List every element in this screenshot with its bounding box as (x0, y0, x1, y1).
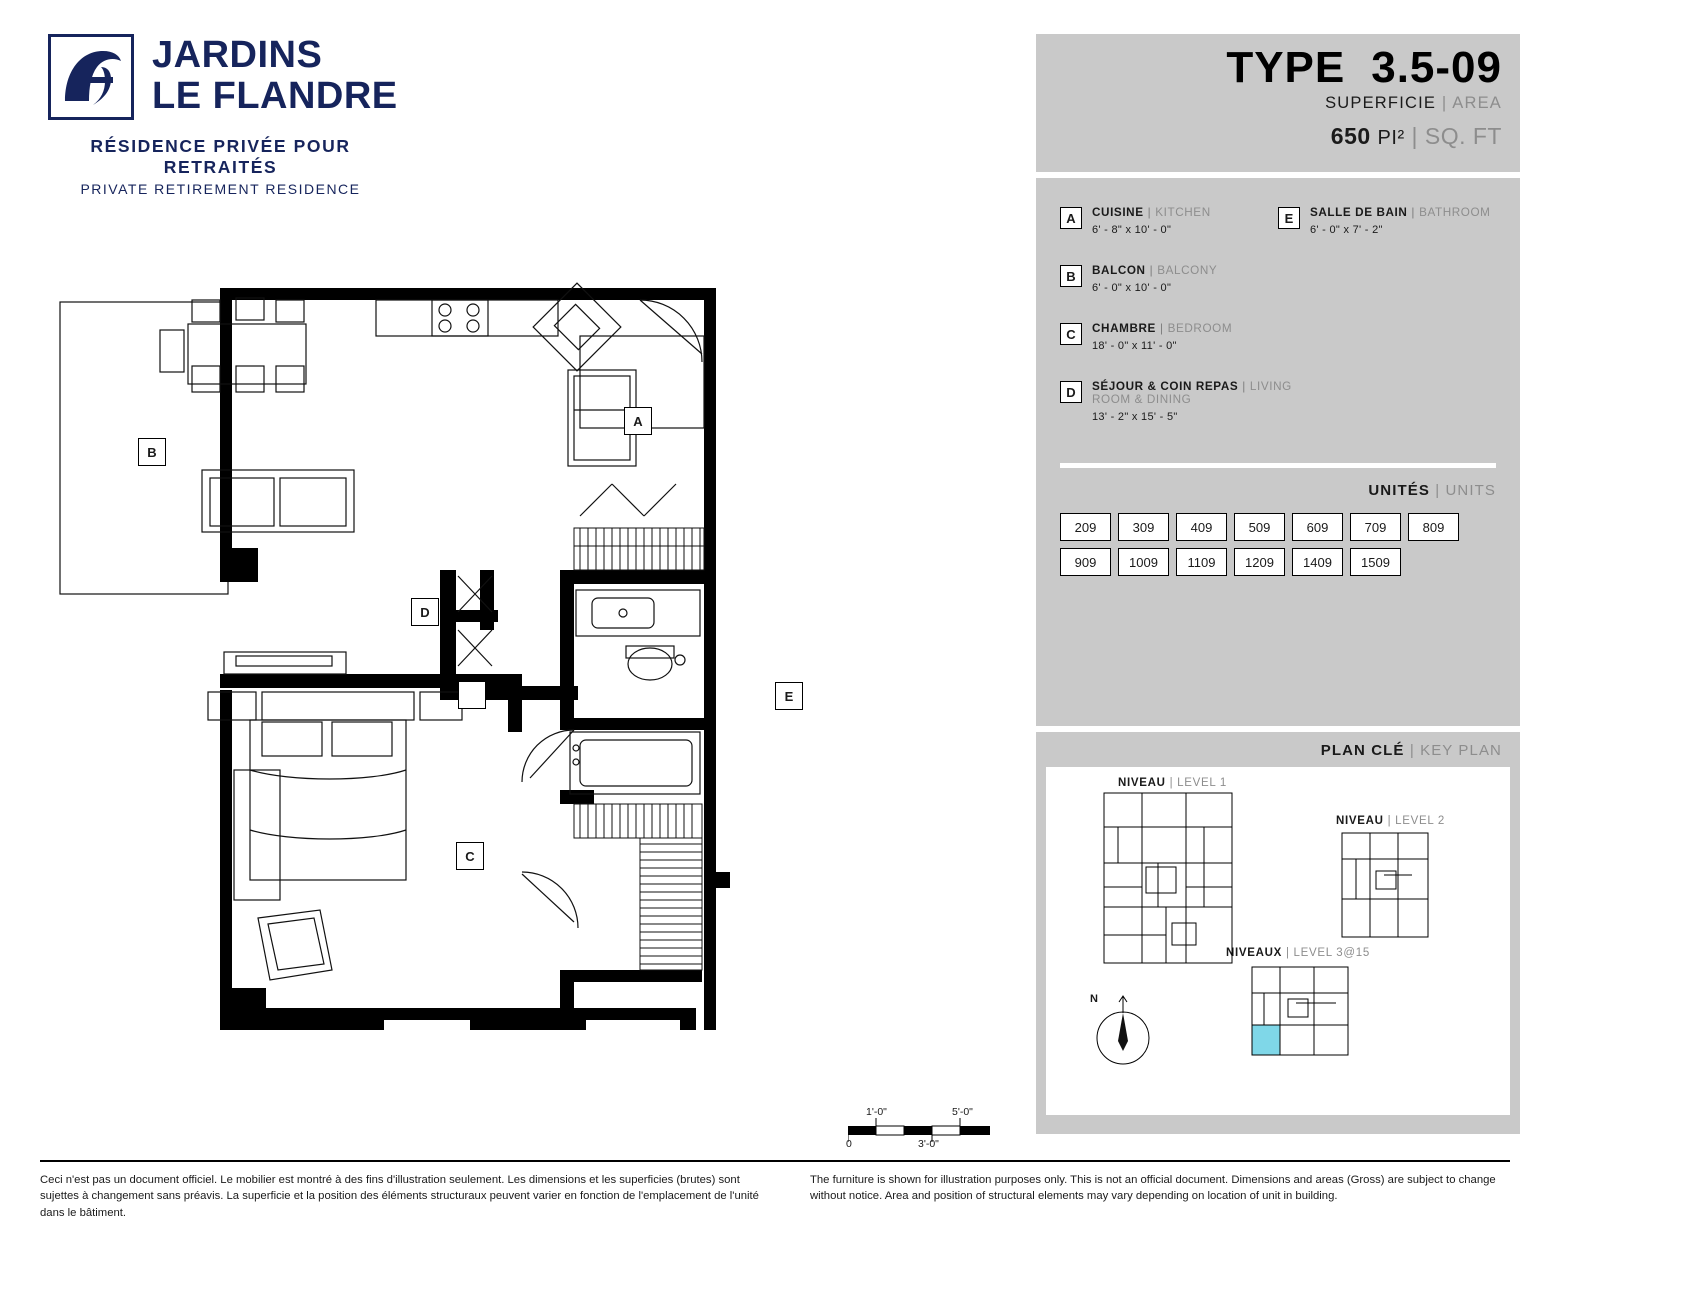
unit-chip[interactable]: 1109 (1176, 548, 1227, 576)
key-plan-title-sep: | (1409, 742, 1415, 759)
key-plan-level1-label: NIVEAU | LEVEL 1 (1118, 777, 1228, 789)
brand-tagline-en: PRIVATE RETIREMENT RESIDENCE (80, 181, 361, 197)
level1-en: LEVEL 1 (1177, 777, 1228, 789)
level1-fr: NIVEAU (1118, 777, 1166, 789)
area-label-sep: | (1441, 94, 1448, 113)
legend-tag-e: E (1278, 207, 1300, 229)
unit-chip[interactable]: 1509 (1350, 548, 1401, 576)
legend-name-en-b: BALCONY (1157, 264, 1218, 277)
info-column (1036, 34, 1520, 1134)
legend-dim-a: 6' - 8" x 10' - 0" (1092, 224, 1172, 236)
type-number: 3.5-09 (1371, 43, 1502, 92)
key-plan-level2-label: NIVEAU | LEVEL 2 (1336, 815, 1446, 827)
unit-chip[interactable]: 409 (1176, 513, 1227, 541)
unit-chip[interactable]: 509 (1234, 513, 1285, 541)
legend-name-en-a: KITCHEN (1155, 206, 1211, 219)
type-label: TYPE (1226, 43, 1346, 92)
brand-name-line1: JARDINS (152, 34, 323, 76)
scale-label-zero: 0 (846, 1138, 852, 1150)
unit-chip[interactable]: 1209 (1234, 548, 1285, 576)
key-plan-panel (1036, 732, 1520, 1134)
area-unit-en: SQ. FT (1424, 123, 1502, 150)
unit-chip[interactable]: 709 (1350, 513, 1401, 541)
legend-dim-c: 18' - 0" x 11' - 0" (1092, 340, 1177, 352)
legend-dim-e: 6' - 0" x 7' - 2" (1310, 224, 1383, 236)
area-label-fr: SUPERFICIE (1325, 94, 1437, 113)
unit-chip[interactable]: 1409 (1292, 548, 1343, 576)
plan-tag-cuisine: A (624, 407, 652, 435)
area-value: 650 (1330, 123, 1371, 150)
legend-column-left (1060, 206, 1292, 451)
legend-column-right (1278, 206, 1496, 451)
legend-item-cuisine: A CUISINE | KITCHEN 6' - 8" x 10' - 0" (1060, 206, 1278, 236)
brand-tagline-fr: RÉSIDENCE PRIVÉE POUR RETRAITÉS (90, 136, 351, 177)
disclaimer-fr: Ceci n'est pas un document officiel. Le mobilier est montré à des fins d'illustration seulement. Les dimensions et les superficies (brutes) sont sujettes à changement sans préavis. La superficie et la position des éléments structuraux peuvent varier en fonction de l'emplacement de l'unité dans le bâtiment. (40, 1174, 759, 1219)
compass-n-label: N (1090, 993, 1098, 1005)
legend-name-fr-d: SÉJOUR & COIN REPAS (1092, 380, 1239, 393)
key-plan-level3-label: NIVEAUX | LEVEL 3@15 (1226, 947, 1370, 959)
legend-item-chambre: C CHAMBRE | BEDROOM 18' - 0" x 11' - 0" (1060, 322, 1278, 352)
unit-chip[interactable]: 809 (1408, 513, 1459, 541)
legend-tag-a: A (1060, 207, 1082, 229)
footer-divider (40, 1160, 1510, 1162)
unit-chip[interactable]: 309 (1118, 513, 1169, 541)
legend-name-fr-e: SALLE DE BAIN (1310, 206, 1408, 219)
plan-tag-salle-de-bain: E (775, 682, 803, 710)
legend-name-en-c: BEDROOM (1167, 322, 1233, 335)
scale-label-3ft: 3'-0" (918, 1138, 939, 1150)
floor-plan-drawing (40, 270, 1000, 1060)
key-plan-canvas (1046, 767, 1510, 1115)
key-plan-title-fr: PLAN CLÉ (1320, 742, 1405, 759)
key-plan-title-en: KEY PLAN (1420, 742, 1502, 759)
level2-en: LEVEL 2 (1395, 815, 1446, 827)
scale-label-1ft: 1'-0" (866, 1106, 887, 1118)
units-divider (1060, 463, 1496, 468)
level3-fr: NIVEAUX (1226, 947, 1283, 959)
legend-dim-b: 6' - 0" x 10' - 0" (1092, 282, 1172, 294)
area-unit-sep: | (1411, 123, 1418, 150)
units-title-fr: UNITÉS (1368, 482, 1430, 499)
scale-label-5ft: 5'-0" (952, 1106, 973, 1118)
area-label-en: AREA (1452, 94, 1502, 113)
legend-name-fr-b: BALCON (1092, 264, 1146, 277)
area-unit-fr: PI² (1377, 127, 1405, 150)
level2-fr: NIVEAU (1336, 815, 1384, 827)
legend-panel (1036, 178, 1520, 726)
plan-tag-balcon: B (138, 438, 166, 466)
monogram-fl-icon (48, 34, 134, 120)
brand-name-line2: LE FLANDRE (152, 74, 398, 117)
units-title-sep: | (1435, 482, 1441, 499)
type-header-band (1036, 34, 1520, 172)
legend-dim-d: 13' - 2" x 15' - 5" (1092, 411, 1178, 423)
unit-chip[interactable]: 609 (1292, 513, 1343, 541)
legend-name-fr-a: CUISINE (1092, 206, 1144, 219)
legend-tag-b: B (1060, 265, 1082, 287)
legend-item-salle-de-bain: E SALLE DE BAIN | BATHROOM 6' - 0" x 7' - 2" (1278, 206, 1496, 236)
unit-chip[interactable]: 1009 (1118, 548, 1169, 576)
legend-item-sejour: D SÉJOUR & COIN REPAS | LIVING ROOM & DINING 13' - 2" x 15' - 5" (1060, 380, 1278, 423)
level3-en: LEVEL 3@15 (1293, 947, 1370, 959)
disclaimer-en: The furniture is shown for illustration purposes only. This is not an official document. Dimensions and areas (Gross) are subject to change without notice. Area and position of structural elements may vary depending on location of unit in building. (810, 1174, 1496, 1203)
units-title-en: UNITS (1445, 482, 1496, 499)
legend-name-en-e: BATHROOM (1419, 206, 1491, 219)
legend-name-en-d: LIVING ROOM & DINING (1092, 380, 1292, 406)
unit-chip[interactable]: 209 (1060, 513, 1111, 541)
legend-tag-c: C (1060, 323, 1082, 345)
unit-chip-list (1060, 513, 1496, 576)
legend-item-balcon: B BALCON | BALCONY 6' - 0" x 10' - 0" (1060, 264, 1278, 294)
plan-tag-chambre: C (456, 842, 484, 870)
unit-chip[interactable]: 909 (1060, 548, 1111, 576)
brand-block (48, 34, 528, 197)
compass-north-icon (1088, 993, 1158, 1076)
plan-tag-bedroom-dummy (458, 681, 486, 709)
legend-name-fr-c: CHAMBRE (1092, 322, 1156, 335)
plan-tag-sejour: D (411, 598, 439, 626)
scale-bar (848, 1108, 1020, 1148)
legend-tag-d: D (1060, 381, 1082, 403)
